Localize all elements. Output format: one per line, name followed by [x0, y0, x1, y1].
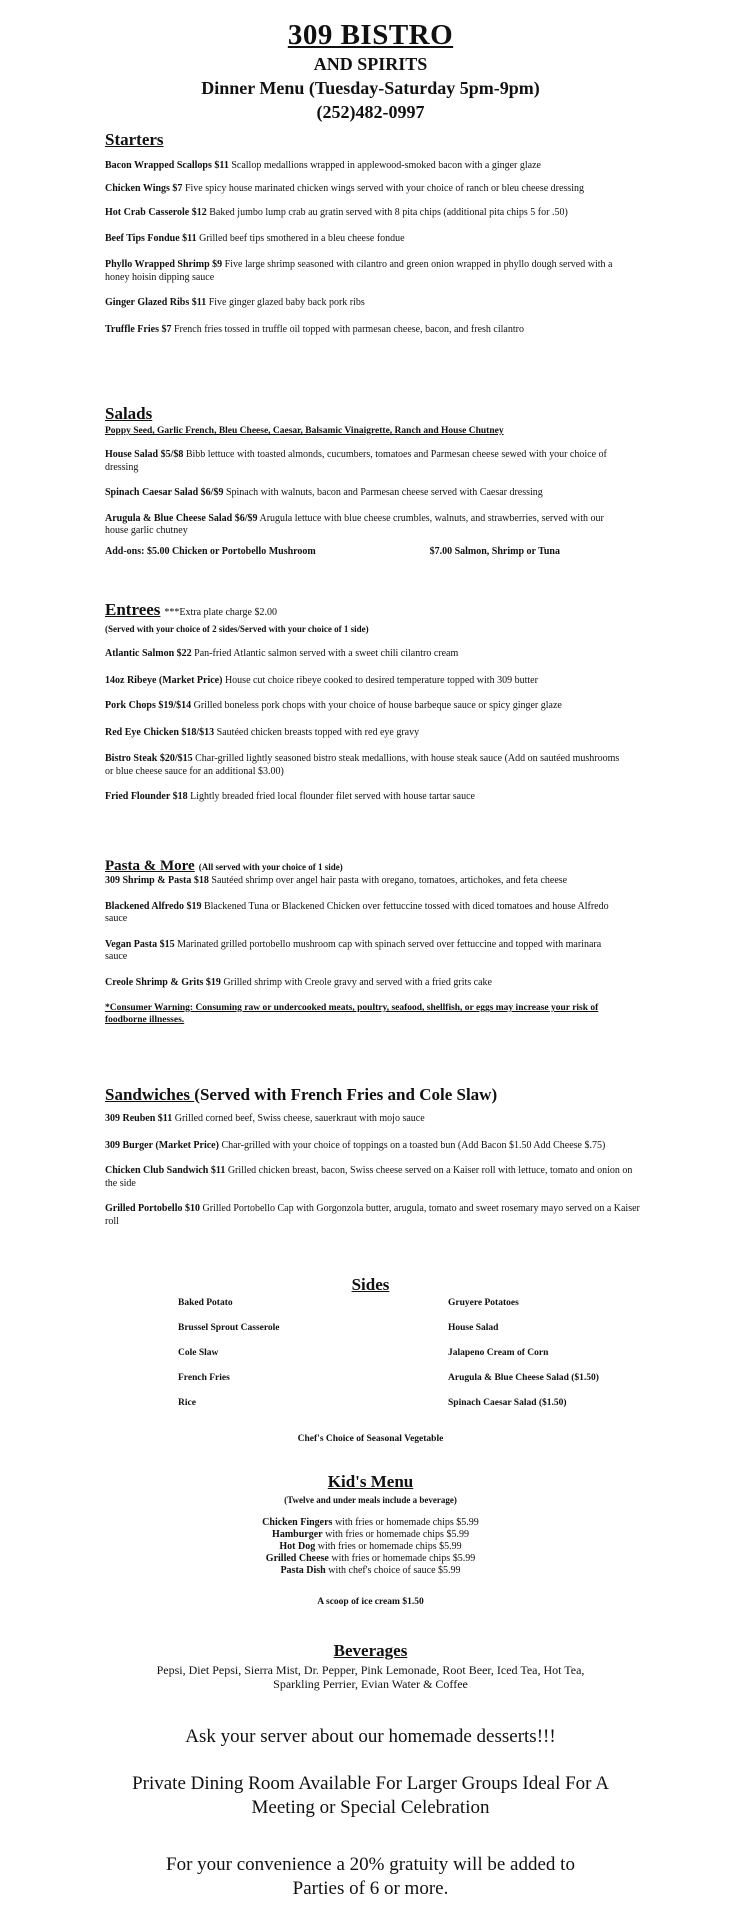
menu-item: [105, 1203, 640, 1228]
item-name: 309 Reuben $11: [105, 1113, 173, 1124]
pasta-note: (All served with your choice of 1 side): [198, 862, 343, 872]
consumer-warning: *Consumer Warning: Consuming raw or undercooked meats, poultry, seafood, shellfish, or eggs may increase your risk of foodborne illnesses.: [105, 1003, 599, 1025]
item-desc: Five large shrimp seasoned with cilantro and green onion wrapped in phyllo dough served with a honey hoisin dipping sauce: [105, 259, 613, 283]
menu-item: [105, 901, 625, 926]
menu-item: [105, 648, 625, 661]
pasta-section: [105, 857, 625, 1026]
item-name: Spinach Caesar Salad $6/$9: [105, 487, 224, 498]
menu-hours: Dinner Menu (Tuesday-Saturday 5pm-9pm): [201, 78, 540, 98]
item-name: Grilled Portobello $10: [105, 1203, 200, 1214]
item-name: Pork Chops $19/$14: [105, 700, 192, 711]
item-desc: House cut choice ribeye cooked to desired temperature topped with 309 butter: [224, 674, 538, 686]
item-name: Chicken Fingers: [262, 1517, 333, 1528]
private-dining-line-1: Private Dining Room Available For Larger Groups Ideal For A: [132, 1773, 609, 1794]
item-name: Red Eye Chicken $18/$13: [105, 726, 215, 738]
item-name: House Salad $5/$8: [105, 449, 184, 460]
menu-header: [0, 18, 741, 124]
item-name: Fried Flounder $18: [105, 791, 188, 802]
menu-item: [105, 700, 625, 713]
item-name: Chicken Wings $7: [105, 182, 183, 194]
item-name: Bacon Wrapped Scallops $11: [105, 160, 229, 171]
kids-item: [0, 1517, 741, 1529]
beverages-title: Beverages: [333, 1641, 408, 1660]
menu-item: [105, 487, 625, 500]
menu-item: [105, 675, 625, 688]
side-item: Jalapeno Cream of Corn: [448, 1348, 549, 1358]
salads-section: [105, 404, 625, 557]
item-desc: Sautéed shrimp over angel hair pasta with oregano, tomatoes, artichokes, and feta cheese: [211, 875, 568, 886]
beverages-line-2: Sparkling Perrier, Evian Water & Coffee: [273, 1677, 468, 1691]
item-name: 309 Burger (Market Price): [105, 1139, 219, 1151]
entrees-title: Entrees: [105, 600, 161, 619]
addons-left: Add-ons: $5.00 Chicken or Portobello Mushroom: [105, 545, 316, 557]
item-name: Chicken Club Sandwich $11: [105, 1165, 226, 1176]
side-item: Rice: [178, 1398, 196, 1408]
item-desc: Bibb lettuce with toasted almonds, cucumbers, tomatoes and Parmesan cheese sewed with your choice of dressing: [105, 449, 607, 473]
salad-addons: [105, 546, 560, 557]
item-name: Arugula & Blue Cheese Salad $6/$9: [105, 512, 258, 524]
item-desc: Marinated grilled portobello mushroom cap with spinach served over fettuccine and topped with marinara sauce: [105, 938, 602, 962]
sandwiches-title: Sandwiches: [105, 1085, 195, 1104]
sandwiches-section: [105, 1085, 640, 1238]
item-desc: Grilled corned beef, Swiss cheese, sauerkraut with mojo sauce: [174, 1113, 425, 1124]
menu-item: [105, 183, 625, 196]
private-dining-line-2: Meeting or Special Celebration: [251, 1797, 490, 1818]
item-desc: Baked jumbo lump crab au gratin served with 8 pita chips (additional pita chips 5 for .50): [209, 207, 568, 218]
side-item: House Salad: [448, 1323, 499, 1333]
item-name: Grilled Cheese: [265, 1553, 329, 1564]
item-name: Creole Shrimp & Grits $19: [105, 976, 221, 988]
gratuity-line-2: Parties of 6 or more.: [292, 1878, 449, 1899]
item-desc: with fries or homemade chips $5.99: [332, 1517, 479, 1528]
item-name: Ginger Glazed Ribs $11: [105, 297, 207, 308]
addons-right: $7.00 Salmon, Shrimp or Tuna: [429, 545, 560, 557]
sides-title: Sides: [351, 1275, 390, 1294]
item-name: Pasta Dish: [280, 1565, 326, 1576]
item-desc: Blackened Tuna or Blackened Chicken over fettuccine tossed with diced tomatoes and house Alfredo sauce: [105, 900, 609, 924]
item-name: Bistro Steak $20/$15: [105, 753, 193, 764]
gratuity-note: [0, 1853, 741, 1901]
item-desc: Spinach with walnuts, bacon and Parmesan cheese served with Caesar dressing: [225, 487, 543, 498]
item-name: Truffle Fries $7: [105, 323, 172, 335]
item-desc: Five spicy house marinated chicken wings served with your choice of ranch or bleu cheese dressing: [184, 182, 584, 194]
kids-item: [0, 1541, 741, 1553]
item-desc: Five ginger glazed baby back pork ribs: [208, 297, 365, 308]
item-name: Hot Dog: [279, 1541, 316, 1552]
beverages-section: [0, 1641, 741, 1691]
gratuity-line-1: For your convenience a 20% gratuity will be added to: [166, 1854, 575, 1875]
item-desc: Char-grilled lightly seasoned bistro steak medallions, with house steak sauce (Add on sautéed mushrooms or blue cheese sauce for an additional $3.00): [105, 753, 620, 777]
kids-item: [0, 1529, 741, 1541]
side-item: Spinach Caesar Salad ($1.50): [448, 1398, 567, 1408]
item-desc: Lightly breaded fried local flounder filet served with house tartar sauce: [190, 791, 475, 802]
menu-item: [105, 875, 625, 888]
menu-item: [105, 1165, 640, 1190]
side-item: Arugula & Blue Cheese Salad ($1.50): [448, 1373, 599, 1383]
phone-number: (252)482-0997: [316, 102, 425, 122]
menu-item: [105, 727, 625, 740]
menu-item: [105, 1140, 640, 1153]
menu-item: [105, 449, 625, 474]
starters-section: [105, 130, 625, 346]
item-desc: with fries or homemade chips $5.99: [315, 1541, 462, 1552]
menu-item: [105, 977, 625, 990]
item-desc: Grilled beef tips smothered in a bleu cheese fondue: [199, 232, 405, 244]
kids-title: Kid's Menu: [327, 1472, 414, 1491]
private-dining-note: [0, 1772, 741, 1820]
seasonal-vegetable: Chef's Choice of Seasonal Vegetable: [297, 1434, 444, 1444]
menu-item: [105, 259, 625, 284]
item-name: Hot Crab Casserole $12: [105, 207, 207, 218]
menu-item: [105, 513, 625, 538]
kids-item: [0, 1565, 741, 1577]
starters-title: Starters: [105, 130, 164, 149]
kids-note: (Twelve and under meals include a beverage): [284, 1495, 457, 1505]
plate-charge: ***Extra plate charge $2.00: [164, 607, 277, 618]
item-desc: Arugula lettuce with blue cheese crumbles, walnuts, and strawberries, served with our house garlic chutney: [105, 512, 604, 536]
ice-cream: A scoop of ice cream $1.50: [317, 1597, 424, 1607]
item-desc: with chef's choice of sauce $5.99: [325, 1565, 461, 1576]
item-name: Hamburger: [272, 1529, 323, 1540]
beverages-line-1: Pepsi, Diet Pepsi, Sierra Mist, Dr. Pepper, Pink Lemonade, Root Beer, Iced Tea, Hot Tea,: [156, 1663, 585, 1677]
menu-item: [105, 753, 625, 778]
pasta-title: Pasta & More: [105, 858, 195, 874]
item-desc: Grilled boneless pork chops with your choice of house barbeque sauce or spicy ginger glaze: [193, 700, 562, 711]
menu-item: [105, 939, 625, 964]
restaurant-subtitle: AND SPIRITS: [313, 54, 428, 74]
side-item: Gruyere Potatoes: [448, 1298, 519, 1308]
kids-section: [0, 1472, 741, 1607]
item-desc: Grilled chicken breast, bacon, Swiss cheese served on a Kaiser roll with lettuce, tomato and onion on the side: [105, 1165, 633, 1189]
item-desc: Grilled shrimp with Creole gravy and served with a fried grits cake: [223, 976, 492, 988]
item-name: Blackened Alfredo $19: [105, 900, 202, 912]
item-name: Beef Tips Fondue $11: [105, 232, 197, 244]
menu-item: [105, 233, 625, 246]
side-item: Brussel Sprout Casserole: [178, 1323, 280, 1333]
menu-item: [105, 297, 625, 310]
item-desc: Pan-fried Atlantic salmon served with a sweet chili cilantro cream: [194, 648, 459, 659]
sandwiches-subtitle: (Served with French Fries and Cole Slaw): [194, 1085, 498, 1104]
menu-item: [105, 324, 625, 337]
item-desc: with fries or homemade chips $5.99: [328, 1553, 476, 1564]
menu-item: [105, 1113, 640, 1126]
desserts-note: Ask your server about our homemade desserts!!!: [185, 1726, 556, 1747]
side-item: Baked Potato: [178, 1298, 233, 1308]
item-desc: with fries or homemade chips $5.99: [322, 1529, 469, 1540]
sides-header: [0, 1275, 741, 1295]
item-desc: Grilled Portobello Cap with Gorgonzola butter, arugula, tomato and sweet rosemary mayo served on a Kaiser roll: [105, 1203, 640, 1227]
item-name: Atlantic Salmon $22: [105, 648, 192, 659]
sides-list: [178, 1298, 638, 1408]
salads-title: Salads: [105, 404, 153, 423]
item-desc: Sautéed chicken breasts topped with red eye gravy: [216, 726, 420, 738]
item-desc: Char-grilled with your choice of toppings on a toasted bun (Add Bacon $1.50 Add Cheese $.75): [221, 1139, 606, 1151]
menu-item: [105, 791, 625, 803]
side-item: French Fries: [178, 1373, 230, 1383]
restaurant-name: 309 BISTRO: [287, 19, 454, 51]
dressing-list: Poppy Seed, Garlic French, Bleu Cheese, Caesar, Balsamic Vinaigrette, Ranch and House Chutney: [105, 426, 504, 436]
menu-item: [105, 160, 625, 173]
kids-item: [0, 1553, 741, 1565]
entrees-note: (Served with your choice of 2 sides/Served with your choice of 1 side): [105, 624, 369, 634]
item-desc: Scallop medallions wrapped in applewood-smoked bacon with a ginger glaze: [231, 160, 541, 171]
item-name: 14oz Ribeye (Market Price): [105, 674, 223, 686]
item-name: Phyllo Wrapped Shrimp $9: [105, 259, 223, 270]
side-item: Cole Slaw: [178, 1348, 219, 1358]
item-name: 309 Shrimp & Pasta $18: [105, 875, 209, 886]
entrees-section: [105, 600, 625, 813]
menu-item: [105, 207, 625, 220]
item-desc: French fries tossed in truffle oil topped with parmesan cheese, bacon, and fresh cilantro: [173, 323, 524, 335]
item-name: Vegan Pasta $15: [105, 938, 175, 950]
